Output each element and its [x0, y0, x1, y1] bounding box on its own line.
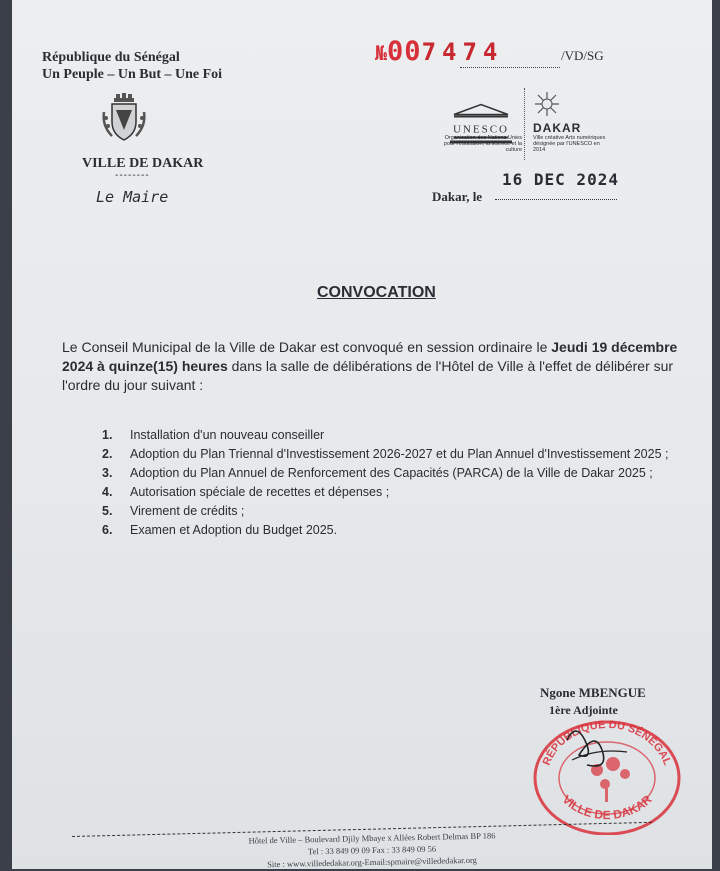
list-item: 4. Autorisation spéciale de recettes et dépenses ; — [102, 485, 390, 499]
footer-phone: Tel : 33 849 09 09 Fax : 33 849 09 56 — [307, 843, 437, 857]
signatory-role: 1ère Adjointe — [549, 703, 618, 717]
separator: -------- — [115, 170, 150, 181]
list-item: 5. Virement de crédits ; — [102, 504, 245, 518]
number-symbol: № — [375, 41, 388, 65]
date-label: Dakar, le — [432, 189, 483, 204]
agenda-list — [102, 428, 692, 542]
number-prefix: 00 — [387, 36, 422, 67]
document-page — [12, 0, 712, 869]
intro-paragraph — [62, 338, 682, 395]
list-item: 2. Adoption du Plan Triennal d'Investissement 2026-2027 et du Plan Annuel d'Investissement 2025 ; — [102, 447, 669, 461]
document-title: CONVOCATION — [317, 284, 436, 301]
svg-text:RÉPUBLIQUE DU SÉNÉGAL — [541, 719, 674, 767]
date-dotted-line — [495, 199, 617, 200]
reference-number — [375, 36, 503, 67]
official-seal-stamp — [517, 700, 697, 835]
number-handwritten: 7474 — [421, 38, 504, 66]
unesco-word: UNESCO — [452, 123, 510, 136]
intro-text-2: dans la salle de délibérations de l'Hôtel de Ville à l'effet de délibérer sur l'ordre du jour suivant : — [62, 358, 674, 393]
seal-text-bottom: VILLE DE DAKAR — [559, 792, 655, 823]
coat-of-arms-icon — [100, 92, 148, 144]
logo-separator — [524, 88, 525, 160]
signatory-name: Ngone MBENGUE — [540, 685, 646, 700]
number-dotted-line — [460, 67, 560, 68]
footer-address: Hôtel de Ville – Boulevard Djily Mbaye x Allées Robert Delmas BP 186 — [248, 830, 496, 846]
list-item: 3. Adoption du Plan Annuel de Renforcement des Capacités (PARCA) de la Ville de Dakar 2025 ; — [102, 466, 653, 480]
unesco-caption: Organisation des Nations Unies pour l'éducation, la science et la culture — [443, 135, 522, 153]
seal-text-top: RÉPUBLIQUE DU SÉNÉGAL — [540, 718, 674, 768]
dakar-word: DAKAR — [533, 121, 582, 135]
dakar-caption: Ville créative Arts numériques désignée par l'UNESCO en 2014 — [533, 135, 606, 153]
intro-date: Jeudi 19 décembre 2024 à quinze(15) heures — [62, 339, 678, 374]
creative-city-icon — [532, 90, 562, 118]
motto-line: Un Peuple – Un But – Une Foi — [42, 67, 223, 82]
office-label: Le Maire — [96, 188, 169, 206]
footer-web: Site : www.villededakar.org-Email:spmaire@villededakar.org — [267, 854, 477, 870]
list-item: 6. Examen et Adoption du Budget 2025. — [102, 523, 338, 537]
letterhead — [42, 50, 262, 83]
city-name: VILLE DE DAKAR — [82, 156, 204, 171]
list-item: 1. Installation d'un nouveau conseiller — [102, 428, 325, 442]
date-stamp: 16 DEC 2024 — [502, 170, 619, 189]
intro-text-1: Le Conseil Municipal de la Ville de Dakar est convoqué en session ordinaire le — [62, 339, 552, 355]
republic-line: République du Sénégal — [42, 50, 180, 65]
reference-suffix: /VD/SG — [561, 48, 604, 63]
